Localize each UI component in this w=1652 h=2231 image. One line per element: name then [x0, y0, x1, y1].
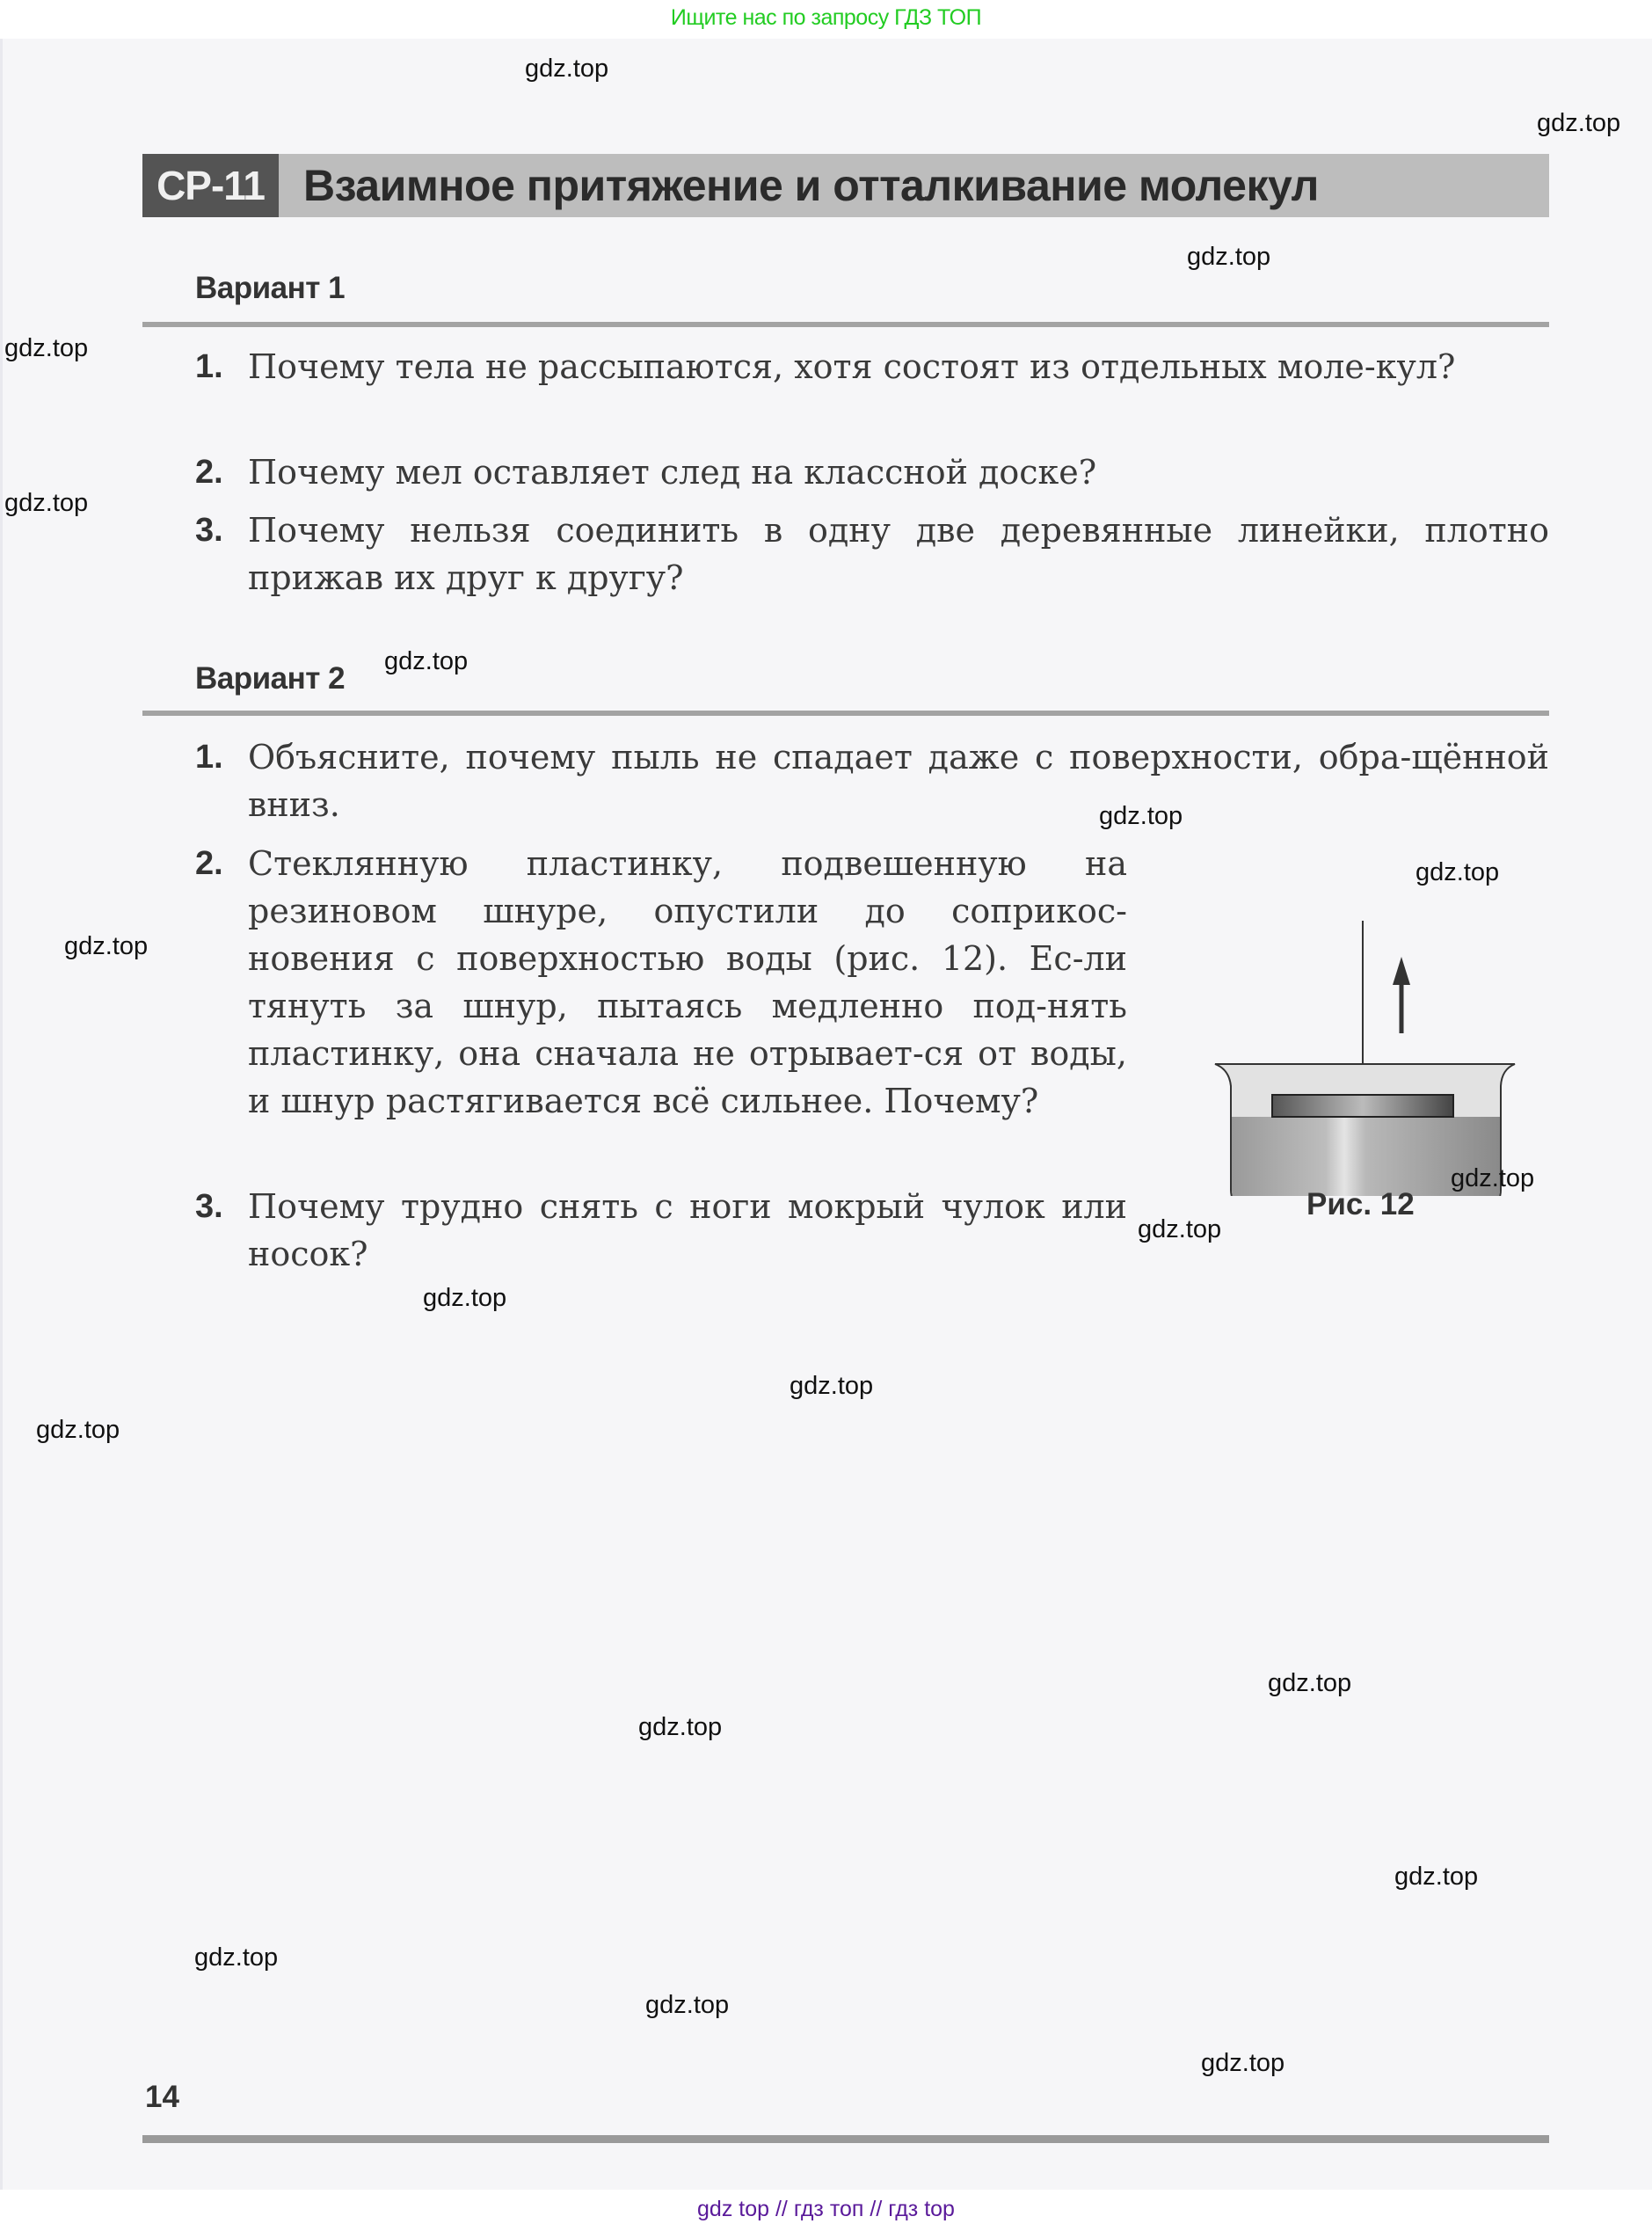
question-text: Почему мел оставляет след на классной доске? [248, 453, 1097, 492]
watermark: gdz.top [1537, 109, 1621, 137]
question-number: 2. [195, 454, 223, 491]
question-text: Почему нельзя соединить в одну две деревянные линейки, плотно прижав их друг к другу? [248, 511, 1549, 597]
watermark: gdz.top [638, 1713, 723, 1741]
variant-2-question-2 [195, 840, 1127, 1125]
watermark: gdz.top [4, 334, 89, 362]
figure-caption: Рис. 12 [1306, 1187, 1415, 1221]
watermark: gdz.top [1451, 1164, 1535, 1192]
section-title: Взаимное притяжение и отталкивание молекул [303, 161, 1319, 210]
footer-divider [142, 2135, 1549, 2143]
question-number: 3. [195, 512, 223, 549]
beaker-plate-illustration [1178, 844, 1547, 1196]
watermark: gdz.top [4, 489, 89, 517]
top-banner[interactable]: Ищите нас по запросу ГДЗ ТОП [0, 0, 1652, 39]
watermark: gdz.top [1268, 1669, 1352, 1697]
watermark: gdz.top [1099, 802, 1183, 830]
question-number: 2. [195, 845, 223, 882]
watermark: gdz.top [1415, 858, 1500, 886]
question-text: Стеклянную пластинку, подвешенную на резиновом шнуре, опустили до соприкос-новения с поверхностью воды (рис. 12). Ес-ли тянуть за шнур, пытаясь медленно под-нять пластинку, она сначала не отрывает-ся от воды, и шнур растягивается всё сильнее. Почему? [248, 844, 1127, 1120]
watermark: gdz.top [384, 647, 469, 675]
question-text: Объясните, почему пыль не спадает даже с поверхности, обра-щённой вниз. [248, 738, 1549, 824]
watermark: gdz.top [1394, 1863, 1479, 1891]
watermark: gdz.top [64, 932, 149, 960]
watermark: gdz.top [36, 1416, 120, 1444]
question-number: 1. [195, 739, 223, 776]
bottom-banner[interactable]: gdz top // гдз топ // гдз top [0, 2190, 1652, 2231]
section-header [142, 154, 1549, 217]
question-text: Почему трудно снять с ноги мокрый чулок или носок? [248, 1187, 1127, 1273]
glass-plate [1272, 1095, 1453, 1117]
page-number: 14 [145, 2080, 179, 2114]
watermark: gdz.top [194, 1943, 279, 1972]
variant-2-question-1 [195, 733, 1549, 828]
watermark: gdz.top [525, 55, 609, 83]
watermark: gdz.top [1187, 243, 1271, 271]
section-code: СР-11 [142, 154, 279, 217]
variant-1-divider [142, 322, 1549, 327]
variant-1-heading: Вариант 1 [195, 271, 346, 305]
watermark: gdz.top [790, 1372, 874, 1400]
variant-1-question-2 [195, 448, 1549, 496]
watermark: gdz.top [1138, 1215, 1222, 1243]
variant-2-divider [142, 711, 1549, 716]
question-text: Почему тела не рассыпаются, хотя состоят из отдельных моле-кул? [248, 347, 1456, 386]
variant-2-heading: Вариант 2 [195, 661, 346, 696]
question-number: 1. [195, 348, 223, 385]
question-number: 3. [195, 1188, 223, 1225]
watermark: gdz.top [1201, 2049, 1285, 2077]
variant-1-question-3 [195, 507, 1549, 601]
watermark: gdz.top [423, 1284, 507, 1312]
variant-2-question-3 [195, 1183, 1127, 1278]
watermark: gdz.top [645, 1991, 730, 2019]
variant-1-question-1 [195, 343, 1549, 390]
